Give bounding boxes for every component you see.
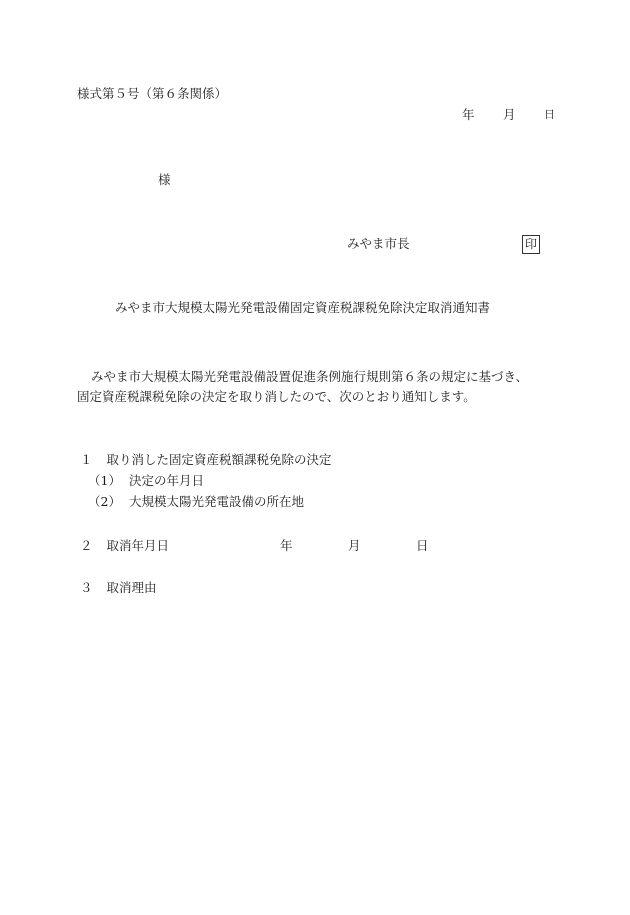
item-number: ２: [80, 538, 93, 553]
date-year-label: 年: [462, 107, 475, 122]
item-1-subitem-2: [88, 496, 304, 509]
item-number: ３: [80, 580, 93, 595]
subitem-label: 決定の年月日: [128, 473, 204, 488]
item-3-heading: [80, 582, 157, 595]
cancel-month-label: 月: [348, 538, 361, 553]
subitem-number: （2）: [88, 494, 121, 509]
item-1-heading: [80, 454, 332, 467]
item-label: 取り消した固定資産税額課税免除の決定: [106, 452, 332, 467]
item-label: 取消年月日: [106, 538, 170, 553]
item-1-subitem-1: [88, 475, 204, 488]
seal-stamp: 印: [522, 235, 540, 254]
body-paragraph: [77, 367, 567, 407]
cancel-day-label: 日: [416, 538, 429, 553]
body-line: 固定資産税課税免除の決定を取り消したので、次のとおり通知します。: [77, 389, 476, 404]
form-number: 様式第５号（第６条関係）: [77, 86, 228, 101]
item-2-heading: [80, 540, 169, 553]
document-title: みやま市大規模太陽光発電設備固定資産税課税免除決定取消通知書: [115, 300, 491, 315]
date-month-label: 月: [503, 107, 516, 122]
subitem-label: 大規模太陽光発電設備の所在地: [128, 494, 304, 509]
item-label: 取消理由: [106, 580, 157, 595]
subitem-number: （1）: [88, 473, 121, 488]
issuer-name: みやま市長: [347, 236, 410, 251]
addressee-honorific: 様: [158, 172, 171, 187]
item-number: １: [80, 452, 93, 467]
body-line: みやま市大規模太陽光発電設備設置促進条例施行規則第６条の規定に基づき、: [91, 369, 529, 384]
cancel-year-label: 年: [280, 538, 293, 553]
date-day-label: 日: [544, 108, 555, 121]
